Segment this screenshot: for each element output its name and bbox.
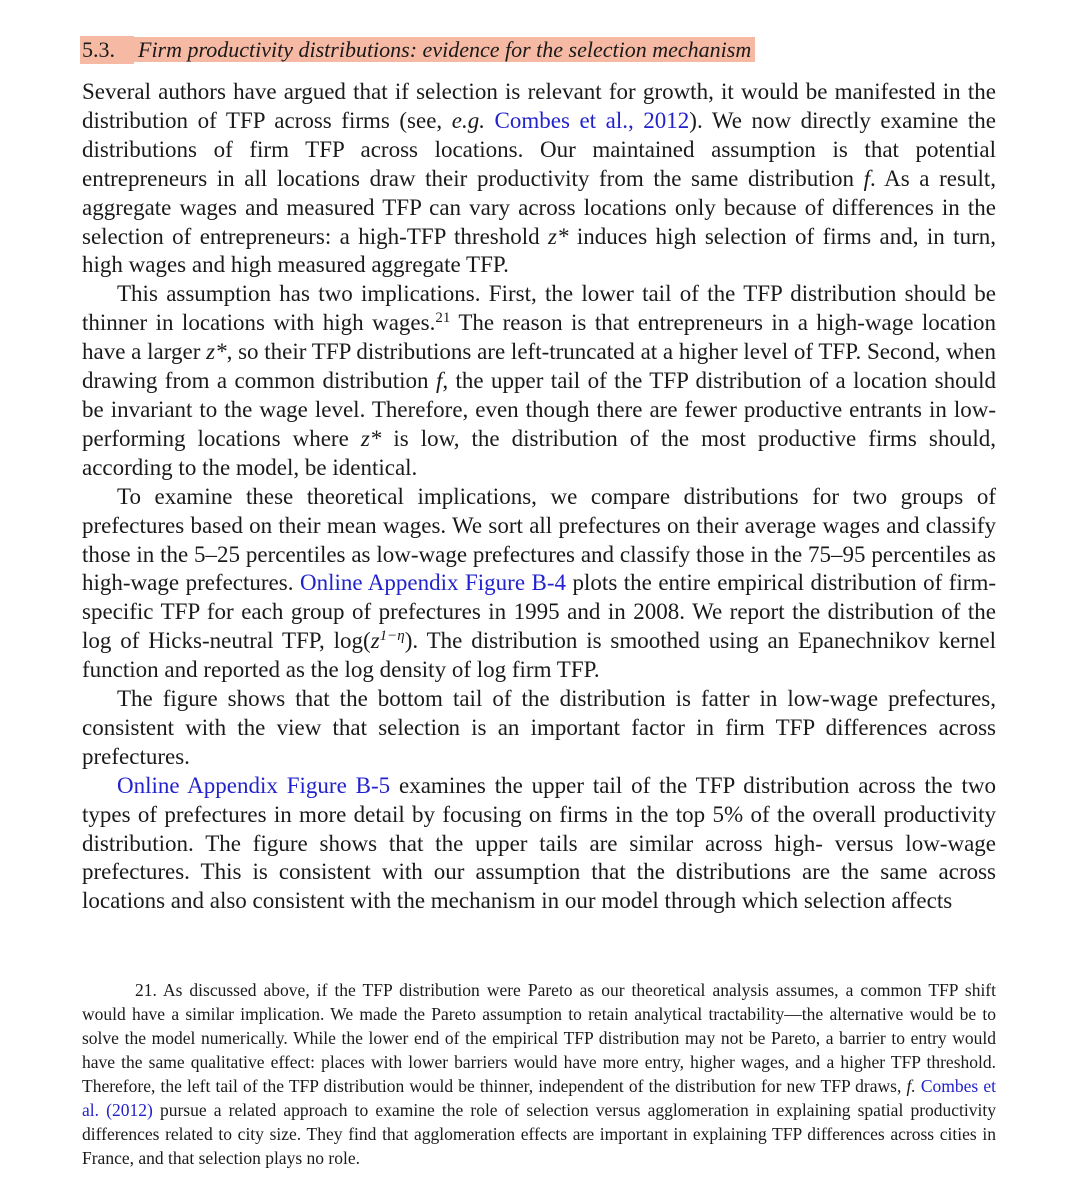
text: Several authors have argued that if selection is relevant for growth, it would be manifested in the distribution of TFP across firms (see, — [82, 79, 996, 133]
citation-link[interactable]: Combes et al. (2012) — [82, 1076, 997, 1120]
paragraph-2 — [82, 280, 996, 482]
footnote-section — [82, 978, 996, 1170]
citation-link[interactable]: Combes et al., 2012 — [494, 107, 690, 133]
text: ). The distribution is smoothed using an Epanechnikov kernel function and reported as the log density of log firm TFP. — [82, 628, 996, 683]
math-f: f. — [906, 1076, 916, 1096]
text: The reason is that entrepreneurs in a high-wage location have a larger — [82, 310, 996, 365]
page — [82, 30, 996, 916]
text: ). We now directly examine the distributions of firm TFP across locations. Our maintained assumption is that potential entrepreneurs in all locations draw their productivity from the same distribution — [82, 107, 996, 191]
paragraph-5 — [82, 772, 996, 917]
math-zstar: z* — [206, 339, 227, 365]
math-zstar: z* — [548, 223, 569, 249]
text: induces high selection of firms and, in turn, high wages and high measured aggregate TFP. — [82, 223, 996, 278]
text: . As a result, aggregate wages and measured TFP can vary across locations only because of differences in the selection of entrepreneurs: a high-TFP threshold — [82, 165, 996, 249]
text: , so their TFP distributions are left-truncated at a higher level of TFP. Second, when drawing from a common distribution — [82, 339, 996, 394]
math-zstar: z* — [360, 425, 382, 451]
text: 21. As discussed above, if the TFP distribution were Pareto as our theoretical analysis assumes, a common TFP shift would have a similar implication. We made the Pareto assumption to retain analytical tractability—the alternative would be to solve the model numerically. While the lower end of the empirical TFP distribution may not be Pareto, a barrier to entry would have the same qualitative effect: places with lower barriers would have more entry, higher wages, and a higher TFP threshold. Therefore, the left tail of the TFP distribution would be thinner, independent of the distribution for new TFP draws, — [82, 980, 996, 1096]
text — [485, 108, 495, 133]
text: examines the upper tail of the TFP distribution across the two types of prefectures in more detail by focusing on firms in the top 5% of the overall productivity distribution. The figure shows that the upper tails are similar across high- versus low-wage prefectures. This is consistent with our assumption that the distributions are the same across locations and also consistent with the mechanism in our model through which selection affects — [82, 772, 996, 914]
footnote-marker[interactable]: 21 — [435, 310, 451, 327]
paragraph-1 — [82, 78, 996, 280]
math-exponent: 1−η — [379, 628, 405, 645]
math-z: z — [370, 628, 380, 654]
paragraph-3 — [82, 483, 996, 685]
paragraph-4 — [82, 685, 996, 772]
math-f: f — [435, 368, 443, 394]
text: pursue a related approach to examine the role of selection versus agglomeration in explaining spatial productivity differences related to city size. They find that agglomeration effects are important in explaining TFP differences across cities in France, and that selection plays no role. — [82, 1100, 996, 1168]
text: The figure shows that the bottom tail of the distribution is fatter in low-wage prefectures, consistent with the view that selection is an important factor in firm TFP differences across prefectures. — [82, 686, 996, 769]
text: plots the entire empirical distribution of firm-specific TFP for each group of prefectures in 1995 and in 2008. We report the distribution of the log of Hicks-neutral TFP, log( — [82, 570, 997, 654]
text-italic: e.g. — [451, 107, 485, 133]
section-title: Firm productivity distributions: evidence for the selection mechanism — [134, 37, 755, 62]
appendix-figure-link[interactable]: Online Appendix Figure B-4 — [299, 570, 567, 596]
text: , the upper tail of the TFP distribution of a location should be invariant to the wage level. Therefore, even though there are fewer productive entrants in low-performing locations where — [82, 368, 996, 451]
math-f: f — [863, 165, 871, 191]
appendix-figure-link[interactable]: Online Appendix Figure B-5 — [117, 772, 391, 798]
section-number: 5.3. — [80, 36, 134, 64]
section-heading — [82, 36, 996, 66]
text: This assumption has two implications. First, the lower tail of the TFP distribution should be thinner in locations with high wages. — [82, 281, 996, 336]
text: To examine these theoretical implications, we compare distributions for two groups of prefectures based on their mean wages. We sort all prefectures on their average wages and classify those in the 5–25 percentiles as low-wage prefectures and classify those in the 75–95 percentiles as high-wage prefectures. — [82, 483, 996, 596]
body-text — [82, 78, 996, 916]
footnote-21 — [82, 978, 996, 1170]
text: is low, the distribution of the most productive firms should, according to the model, be identical. — [82, 425, 996, 480]
